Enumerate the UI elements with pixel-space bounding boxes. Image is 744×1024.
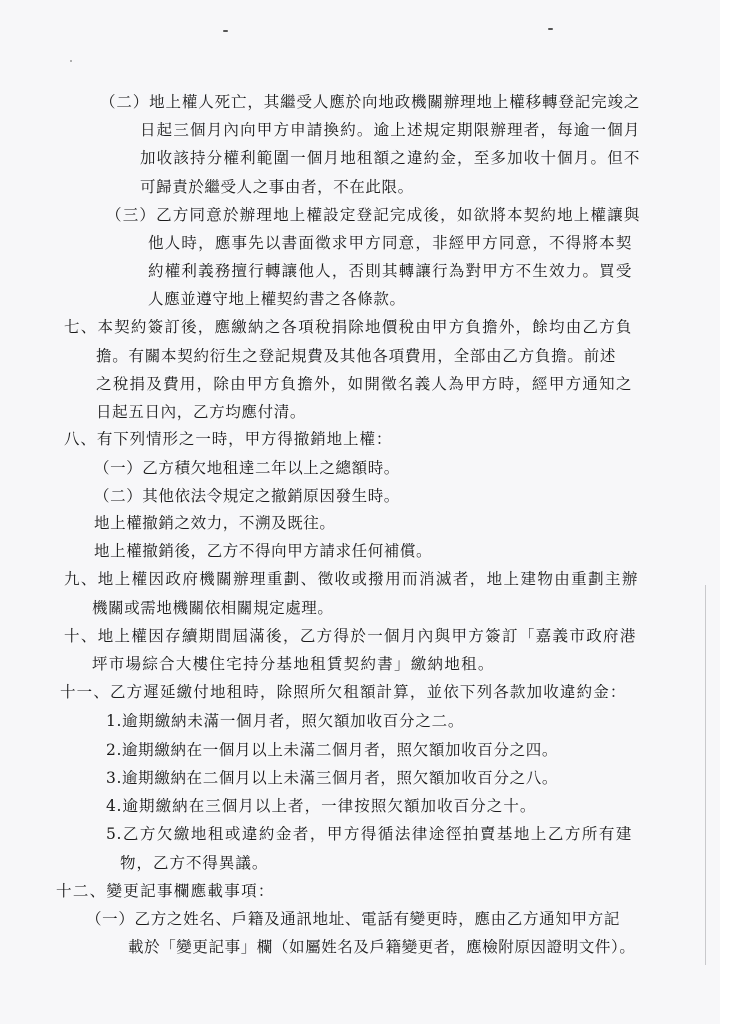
document-line: 坪市場綜合大樓住宅持分基地租賃契約書」繳納地租。 [92, 655, 494, 673]
document-line: 他人時，應事先以書面徵求甲方同意，非經甲方同意，不得將本契 [148, 234, 632, 252]
document-line: 地上權撤銷之效力，不溯及既往。 [94, 514, 336, 532]
document-line: 加收該持分權利範圍一個月地租額之違約金，至多加收十個月。但不 [140, 149, 640, 167]
scan-speck [548, 28, 553, 30]
document-line: 地上權撤銷後，乙方不得向甲方請求任何補償。 [94, 542, 433, 560]
document-line: 擔。有關本契約衍生之登記規費及其他各項費用，全部由乙方負擔。前述 [96, 347, 616, 365]
document-line: 十二、變更記事欄應載事項： [56, 882, 274, 900]
document-line: 可歸責於繼受人之事由者，不在此限。 [140, 178, 414, 196]
document-line: （一）乙方之姓名、戶籍及通訊地址、電話有變更時，應由乙方通知甲方記 [86, 910, 620, 928]
document-line: 十、地上權因存續期間屆滿後，乙方得於一個月內與甲方簽訂「嘉義市政府港 [64, 627, 636, 645]
document-line: 十一、乙方遲延繳付地租時，除照所欠租額計算，並依下列各款加收違約金： [60, 683, 626, 701]
document-line: （二）其他依法令規定之撤銷原因發生時。 [94, 487, 400, 505]
document-line: 九、地上權因政府機關辦理重劃、徵收或撥用而消滅者，地上建物由重劃主辦 [64, 570, 638, 588]
paper-fold-line [705, 585, 706, 965]
document-line: （二）地上權人死亡，其繼受人應於向地政機關辦理地上權移轉登記完竣之 [100, 93, 640, 111]
document-line: 載於「變更記事」欄（如屬姓名及戶籍變更者，應檢附原因證明文件）。 [128, 938, 636, 956]
document-line: 人應並遵守地上權契約書之各條款。 [148, 290, 406, 308]
document-line: 2.逾期繳納在一個月以上未滿二個月者，照欠額加收百分之四。 [106, 741, 558, 759]
document-line: 之稅捐及費用，除由甲方負擔外，如開徵名義人為甲方時，經甲方通知之 [96, 375, 632, 393]
document-line: 5.乙方欠繳地租或違約金者，甲方得循法律途徑拍賣基地上乙方所有建 [106, 825, 632, 843]
document-line: （一）乙方積欠地租達二年以上之總額時。 [94, 459, 400, 477]
document-line: （三）乙方同意於辦理地上權設定登記完成後，如欲將本契約地上權讓與 [106, 206, 640, 224]
document-line: 日起三個月內向甲方申請換約。逾上述規定期限辦理者，每逾一個月 [140, 121, 640, 139]
document-line: 3.逾期繳納在二個月以上未滿三個月者，照欠額加收百分之八。 [106, 769, 558, 787]
scan-speck [70, 60, 72, 62]
document-line: 1.逾期繳納未滿一個月者，照欠額加收百分之二。 [106, 712, 464, 730]
document-line: 日起五日內，乙方均應付清。 [96, 403, 306, 421]
page-edge [720, 0, 744, 1024]
document-line: 七、本契約簽訂後，應繳納之各項稅捐除地價稅由甲方負擔外，餘均由乙方負 [64, 318, 632, 336]
scan-speck [223, 30, 228, 32]
document-line: 機關或需地機關依相關規定處理。 [92, 599, 334, 617]
document-line: 4.逾期繳納在三個月以上者，一律按照欠額加收百分之十。 [106, 797, 536, 815]
document-line: 約權利義務擅行轉讓他人，否則其轉讓行為對甲方不生效力。買受 [148, 262, 632, 280]
document-line: 八、有下列情形之一時，甲方得撤銷地上權： [64, 430, 392, 448]
document-line: 物，乙方不得異議。 [120, 854, 268, 872]
